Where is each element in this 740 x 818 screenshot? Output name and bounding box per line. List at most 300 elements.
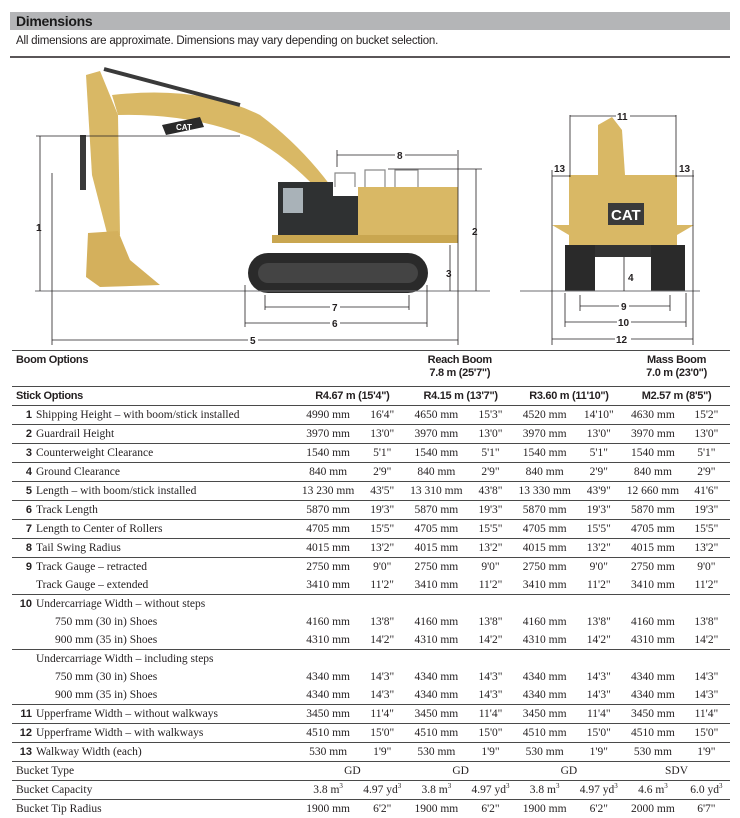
dimension-label-9: 9 <box>621 302 627 313</box>
table-row <box>12 425 730 444</box>
capacity-number: 4.97 yd <box>580 784 615 796</box>
excavator-diagram <box>0 55 740 350</box>
value-ft: 11'2" <box>466 576 515 595</box>
value-ft: 13'0" <box>358 425 407 444</box>
bucket-type-row <box>12 762 730 781</box>
dimension-label-7: 7 <box>332 303 338 314</box>
value-ft: 19'3" <box>358 501 407 520</box>
stick-option-1: R4.67 m (15'4") <box>298 387 406 406</box>
value-ft: 13'0" <box>466 425 515 444</box>
dimension-9 <box>580 295 670 313</box>
value-mm: 4340 mm <box>407 686 467 705</box>
bucket-tip-radius-value: 2000 mm <box>623 800 683 818</box>
value-ft: 11'2" <box>574 576 623 595</box>
bucket-tip-radius-value: 1900 mm <box>298 800 358 818</box>
value-ft: 15'5" <box>466 520 515 539</box>
value-ft: 13'0" <box>574 425 623 444</box>
bucket-tip-radius-label: Bucket Tip Radius <box>12 800 298 818</box>
dimension-label-1: 1 <box>36 223 42 234</box>
value-mm: 4510 mm <box>298 724 358 743</box>
row-label-cell <box>12 631 298 650</box>
mass-boom-name: Mass Boom <box>623 354 730 367</box>
rear-undercarriage <box>595 245 651 257</box>
value-ft: 16'4" <box>358 406 407 425</box>
value-ft: 15'5" <box>574 520 623 539</box>
dimension-label-3: 3 <box>446 269 452 280</box>
row-label-cell <box>12 724 298 743</box>
value-ft: 19'3" <box>683 501 730 520</box>
value-mm: 4340 mm <box>623 686 683 705</box>
value-ft: 9'0" <box>466 558 515 577</box>
track-frame <box>258 263 418 283</box>
value-ft: 1'9" <box>574 743 623 762</box>
value-mm: 4310 mm <box>407 631 467 650</box>
rear-logo-text: CAT <box>611 207 641 224</box>
bucket-tip-radius-value: 1900 mm <box>515 800 575 818</box>
capacity-number: 4.97 yd <box>471 784 506 796</box>
value-ft: 13'8" <box>574 613 623 631</box>
value-ft: 11'4" <box>358 705 407 724</box>
row-label: Tail Swing Radius <box>36 542 121 554</box>
bucket-capacity-value <box>466 781 515 800</box>
table-row <box>12 724 730 743</box>
value-mm: 5870 mm <box>298 501 358 520</box>
bucket-type-value: GD <box>407 762 515 781</box>
subtitle: All dimensions are approximate. Dimensions may vary depending on bucket selection. <box>16 35 438 47</box>
value-ft: 14'3" <box>574 686 623 705</box>
dimension-label-13-right: 13 <box>679 164 691 175</box>
value-mm: 1540 mm <box>515 444 575 463</box>
value-mm: 4510 mm <box>515 724 575 743</box>
value-mm: 13 330 mm <box>515 482 575 501</box>
value-mm: 5870 mm <box>623 501 683 520</box>
cubic-superscript: 3 <box>556 782 560 790</box>
value-ft: 9'0" <box>358 558 407 577</box>
table-row <box>12 520 730 539</box>
stick-options-row <box>12 387 730 406</box>
row-number: 12 <box>16 724 32 742</box>
value-ft: 13'2" <box>683 539 730 558</box>
excavator-bucket <box>86 231 160 287</box>
value-mm: 3450 mm <box>623 705 683 724</box>
value-ft: 14'3" <box>574 668 623 686</box>
row-number: 3 <box>16 444 32 462</box>
page-title: Dimensions <box>16 12 92 30</box>
reach-boom-name: Reach Boom <box>407 354 514 367</box>
dimension-label-2: 2 <box>472 227 478 238</box>
value-mm: 4340 mm <box>298 686 358 705</box>
bucket-capacity-label: Bucket Capacity <box>12 781 298 800</box>
row-label: 750 mm (30 in) Shoes <box>55 671 157 683</box>
row-label: Walkway Width (each) <box>36 746 142 758</box>
boom-options-label: Boom Options <box>12 351 298 387</box>
row-label: 750 mm (30 in) Shoes <box>55 616 157 628</box>
row-number: 13 <box>16 743 32 761</box>
value-mm: 3410 mm <box>298 576 358 595</box>
stick-option-4: M2.57 m (8'5") <box>623 387 730 406</box>
value-mm: 1540 mm <box>623 444 683 463</box>
bucket-tip-radius-value: 6'2" <box>466 800 515 818</box>
boom-logo-text: CAT <box>176 123 192 132</box>
cubic-superscript: 3 <box>448 782 452 790</box>
value-ft: 14'3" <box>466 686 515 705</box>
value-mm: 3410 mm <box>623 576 683 595</box>
value-ft: 14'2" <box>574 631 623 650</box>
bucket-type-value: GD <box>298 762 406 781</box>
value-mm: 4015 mm <box>298 539 358 558</box>
row-label: Undercarriage Width – including steps <box>36 653 214 665</box>
dimension-label-6: 6 <box>332 319 338 330</box>
value-mm: 3410 mm <box>407 576 467 595</box>
table-row <box>12 444 730 463</box>
value-mm: 530 mm <box>298 743 358 762</box>
cubic-superscript: 3 <box>719 782 723 790</box>
bucket-capacity-row <box>12 781 730 800</box>
upper-deck <box>272 235 458 243</box>
row-label: Ground Clearance <box>36 466 120 478</box>
excavator-boom <box>112 93 330 191</box>
row-label-cell <box>12 444 298 463</box>
value-mm: 4310 mm <box>623 631 683 650</box>
table-row <box>12 631 730 650</box>
value-mm: 2750 mm <box>515 558 575 577</box>
value-ft: 15'5" <box>358 520 407 539</box>
table-row <box>12 482 730 501</box>
value-ft: 11'2" <box>358 576 407 595</box>
cubic-superscript: 3 <box>614 782 618 790</box>
stick-option-3: R3.60 m (11'10") <box>515 387 623 406</box>
value-ft: 13'8" <box>683 613 730 631</box>
value-ft: 5'1" <box>466 444 515 463</box>
value-ft: 5'1" <box>574 444 623 463</box>
row-label-cell <box>12 463 298 482</box>
value-ft: 14'2" <box>358 631 407 650</box>
bucket-capacity-value <box>683 781 730 800</box>
row-number: 6 <box>16 501 32 519</box>
dimension-4 <box>624 257 634 291</box>
bucket-tip-radius-value: 1900 mm <box>407 800 467 818</box>
value-ft: 14'3" <box>683 686 730 705</box>
row-label: Track Gauge – retracted <box>36 561 147 573</box>
value-mm: 530 mm <box>623 743 683 762</box>
value-mm: 530 mm <box>407 743 467 762</box>
value-ft: 19'3" <box>466 501 515 520</box>
value-ft: 11'2" <box>683 576 730 595</box>
row-number: 4 <box>16 463 32 481</box>
table-row <box>12 613 730 631</box>
row-number: 8 <box>16 539 32 557</box>
row-number: 10 <box>16 595 32 613</box>
bucket-capacity-value <box>407 781 467 800</box>
bucket-tip-radius-value: 6'2" <box>574 800 623 818</box>
value-ft: 1'9" <box>358 743 407 762</box>
table-row <box>12 406 730 425</box>
dimension-label-8: 8 <box>397 151 403 162</box>
stick-cylinder <box>80 135 86 190</box>
bucket-tip-radius-row <box>12 800 730 818</box>
value-mm: 4015 mm <box>623 539 683 558</box>
value-ft: 43'9" <box>574 482 623 501</box>
stick-option-2: R4.15 m (13'7") <box>407 387 515 406</box>
value-mm: 4520 mm <box>515 406 575 425</box>
table-row <box>12 501 730 520</box>
value-ft: 15'0" <box>574 724 623 743</box>
value-ft: 9'0" <box>574 558 623 577</box>
value-mm: 840 mm <box>298 463 358 482</box>
row-label: Upperframe Width – with walkways <box>36 727 203 739</box>
value-ft: 14'3" <box>466 668 515 686</box>
row-label-cell <box>12 650 298 669</box>
guardrail <box>335 170 418 187</box>
value-ft: 15'0" <box>683 724 730 743</box>
capacity-number: 3.8 m <box>313 784 339 796</box>
table-row <box>12 650 730 669</box>
value-ft: 11'4" <box>574 705 623 724</box>
dimensions-table <box>12 350 730 818</box>
table-row <box>12 668 730 686</box>
value-mm: 12 660 mm <box>623 482 683 501</box>
value-mm: 4160 mm <box>623 613 683 631</box>
table-row <box>12 686 730 705</box>
value-mm: 4160 mm <box>407 613 467 631</box>
value-mm: 4015 mm <box>407 539 467 558</box>
row-label: Track Gauge – extended <box>36 579 148 591</box>
value-mm: 3450 mm <box>515 705 575 724</box>
value-ft: 13'0" <box>683 425 730 444</box>
row-label-cell <box>12 406 298 425</box>
dimension-label-11: 11 <box>617 112 628 123</box>
value-ft: 14'10" <box>574 406 623 425</box>
value-mm: 13 230 mm <box>298 482 358 501</box>
capacity-number: 3.8 m <box>422 784 448 796</box>
rear-view-boom <box>598 117 625 175</box>
value-mm: 4630 mm <box>623 406 683 425</box>
value-mm: 4340 mm <box>515 668 575 686</box>
row-label-cell <box>12 576 298 595</box>
value-mm: 4310 mm <box>515 631 575 650</box>
value-ft: 15'0" <box>358 724 407 743</box>
value-mm: 4650 mm <box>407 406 467 425</box>
value-ft: 1'9" <box>466 743 515 762</box>
value-mm: 4340 mm <box>515 686 575 705</box>
dimension-12 <box>552 333 693 346</box>
value-mm: 4160 mm <box>515 613 575 631</box>
row-label-cell <box>12 595 298 614</box>
table-row <box>12 595 730 614</box>
value-mm: 4705 mm <box>515 520 575 539</box>
value-ft: 13'8" <box>358 613 407 631</box>
value-mm: 4990 mm <box>298 406 358 425</box>
dimension-label-13-left: 13 <box>554 164 566 175</box>
row-label-cell <box>12 501 298 520</box>
row-label: Counterweight Clearance <box>36 447 153 459</box>
value-ft: 43'8" <box>466 482 515 501</box>
value-mm: 840 mm <box>407 463 467 482</box>
value-mm: 3970 mm <box>407 425 467 444</box>
row-label: Length – with boom/stick installed <box>36 485 196 497</box>
value-mm: 1540 mm <box>298 444 358 463</box>
bucket-type-value: GD <box>515 762 623 781</box>
value-ft: 1'9" <box>683 743 730 762</box>
value-ft: 15'3" <box>466 406 515 425</box>
value-mm: 3970 mm <box>515 425 575 444</box>
bucket-capacity-value <box>358 781 407 800</box>
value-ft: 14'3" <box>683 668 730 686</box>
bucket-tip-radius-value: 6'7" <box>683 800 730 818</box>
value-mm: 5870 mm <box>407 501 467 520</box>
row-label: Undercarriage Width – without steps <box>36 598 205 610</box>
bucket-capacity-value <box>298 781 358 800</box>
value-ft: 19'3" <box>574 501 623 520</box>
value-mm: 4510 mm <box>623 724 683 743</box>
side-view-excavator <box>80 69 458 293</box>
value-mm: 2750 mm <box>407 558 467 577</box>
counterweight-body <box>358 187 458 239</box>
empty-cell <box>298 595 730 614</box>
row-label: Track Length <box>36 504 98 516</box>
dimension-label-10: 10 <box>618 318 630 329</box>
value-mm: 840 mm <box>623 463 683 482</box>
value-mm: 3450 mm <box>407 705 467 724</box>
value-ft: 5'1" <box>683 444 730 463</box>
value-mm: 5870 mm <box>515 501 575 520</box>
row-number: 5 <box>16 482 32 500</box>
boom-options-row <box>12 351 730 387</box>
value-mm: 4705 mm <box>623 520 683 539</box>
row-number: 9 <box>16 558 32 576</box>
reach-boom-header <box>407 351 624 387</box>
capacity-number: 4.97 yd <box>363 784 398 796</box>
dimension-label-12: 12 <box>616 335 628 346</box>
rear-right-track <box>651 245 685 291</box>
table-row <box>12 576 730 595</box>
bucket-tip-radius-value: 6'2" <box>358 800 407 818</box>
value-mm: 4340 mm <box>407 668 467 686</box>
table-row <box>12 463 730 482</box>
value-mm: 13 310 mm <box>407 482 467 501</box>
value-ft: 15'0" <box>466 724 515 743</box>
value-mm: 3970 mm <box>623 425 683 444</box>
row-label-cell <box>12 425 298 444</box>
value-ft: 9'0" <box>683 558 730 577</box>
value-mm: 3970 mm <box>298 425 358 444</box>
value-mm: 4340 mm <box>623 668 683 686</box>
value-mm: 530 mm <box>515 743 575 762</box>
capacity-number: 4.6 m <box>638 784 664 796</box>
reach-boom-size: 7.8 m (25'7") <box>407 367 514 380</box>
row-label: Upperframe Width – without walkways <box>36 708 218 720</box>
value-ft: 43'5" <box>358 482 407 501</box>
value-ft: 14'2" <box>466 631 515 650</box>
rear-left-track <box>565 245 595 291</box>
capacity-number: 6.0 yd <box>690 784 719 796</box>
value-ft: 11'4" <box>683 705 730 724</box>
row-label-cell <box>12 482 298 501</box>
empty-cell <box>298 650 730 669</box>
value-ft: 14'2" <box>683 631 730 650</box>
row-label-cell <box>12 520 298 539</box>
row-label: Guardrail Height <box>36 428 114 440</box>
row-label-cell <box>12 686 298 705</box>
value-ft: 15'5" <box>683 520 730 539</box>
mass-boom-header <box>623 351 730 387</box>
engine-housing <box>330 196 360 237</box>
value-mm: 4705 mm <box>298 520 358 539</box>
row-label: 900 mm (35 in) Shoes <box>55 689 157 701</box>
value-mm: 4160 mm <box>298 613 358 631</box>
value-mm: 4510 mm <box>407 724 467 743</box>
value-mm: 3410 mm <box>515 576 575 595</box>
value-mm: 4340 mm <box>298 668 358 686</box>
value-ft: 5'1" <box>358 444 407 463</box>
value-ft: 13'2" <box>466 539 515 558</box>
value-ft: 13'2" <box>574 539 623 558</box>
value-mm: 2750 mm <box>623 558 683 577</box>
value-mm: 4015 mm <box>515 539 575 558</box>
row-number: 2 <box>16 425 32 443</box>
rear-view-excavator <box>552 117 694 291</box>
table-row <box>12 558 730 577</box>
dimension-7 <box>265 295 409 314</box>
bucket-type-value: SDV <box>623 762 730 781</box>
value-mm: 3450 mm <box>298 705 358 724</box>
value-ft: 15'2" <box>683 406 730 425</box>
capacity-number: 3.8 m <box>530 784 556 796</box>
cubic-superscript: 3 <box>339 782 343 790</box>
value-mm: 2750 mm <box>298 558 358 577</box>
dimension-label-5: 5 <box>250 336 256 347</box>
dimension-3 <box>446 245 452 291</box>
cubic-superscript: 3 <box>664 782 668 790</box>
value-ft: 2'9" <box>574 463 623 482</box>
value-ft: 14'3" <box>358 668 407 686</box>
row-label-cell <box>12 705 298 724</box>
table-row <box>12 539 730 558</box>
row-label: Shipping Height – with boom/stick installed <box>36 409 239 421</box>
row-number: 1 <box>16 406 32 424</box>
row-label-cell <box>12 668 298 686</box>
row-label-cell <box>12 558 298 577</box>
bucket-type-label: Bucket Type <box>12 762 298 781</box>
value-mm: 840 mm <box>515 463 575 482</box>
table-row <box>12 743 730 762</box>
row-label: 900 mm (35 in) Shoes <box>55 634 157 646</box>
value-mm: 1540 mm <box>407 444 467 463</box>
section-header <box>10 12 730 30</box>
row-number: 7 <box>16 520 32 538</box>
row-label-cell <box>12 539 298 558</box>
row-label-cell <box>12 743 298 762</box>
bucket-capacity-value <box>515 781 575 800</box>
value-ft: 2'9" <box>683 463 730 482</box>
row-label-cell <box>12 613 298 631</box>
row-label: Length to Center of Rollers <box>36 523 162 535</box>
table-row <box>12 705 730 724</box>
bucket-capacity-value <box>574 781 623 800</box>
cubic-superscript: 3 <box>398 782 402 790</box>
value-mm: 4310 mm <box>298 631 358 650</box>
value-mm: 4705 mm <box>407 520 467 539</box>
value-ft: 41'6" <box>683 482 730 501</box>
value-ft: 2'9" <box>358 463 407 482</box>
mass-boom-size: 7.0 m (23'0") <box>623 367 730 380</box>
bucket-capacity-value <box>623 781 683 800</box>
cubic-superscript: 3 <box>506 782 510 790</box>
stick-options-label: Stick Options <box>12 387 298 406</box>
value-ft: 13'2" <box>358 539 407 558</box>
dimension-label-4: 4 <box>628 273 634 284</box>
cab-window <box>283 188 303 213</box>
